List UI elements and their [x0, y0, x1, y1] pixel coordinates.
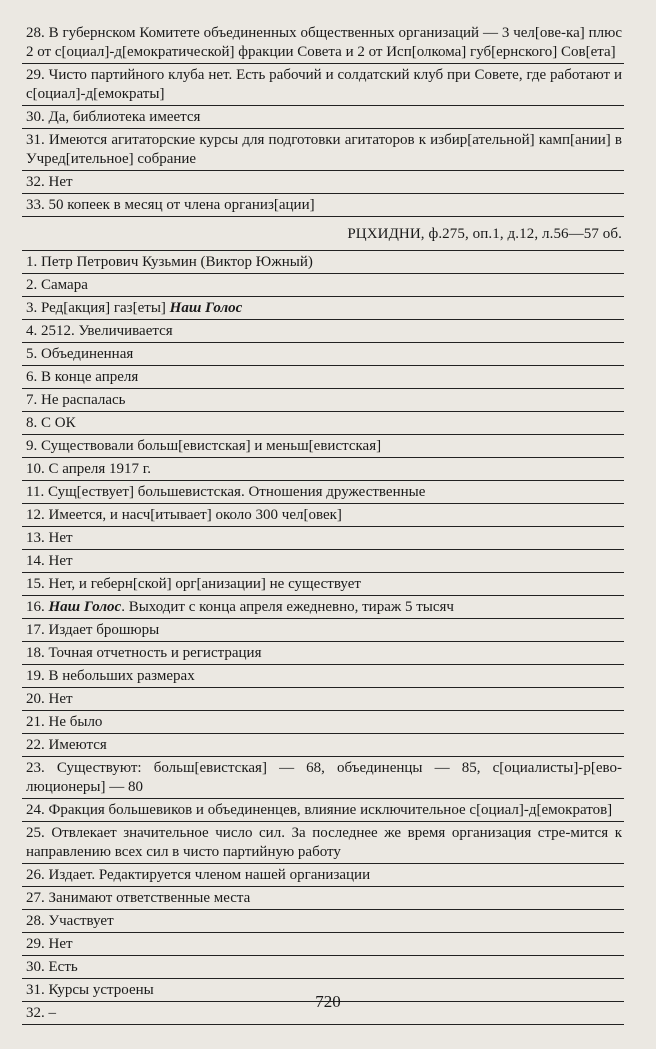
answer-row: 26. Издает. Редактируется членом нашей организации — [22, 864, 624, 887]
answer-row: 20. Нет — [22, 688, 624, 711]
newspaper-title: Наш Голос — [48, 599, 122, 615]
answer-row: 10. С апреля 1917 г. — [22, 458, 624, 481]
answer-row: 32. – — [22, 1002, 624, 1025]
answers-section-b — [22, 250, 624, 1025]
answer-row: 9. Существовали больш[евистская] и меньш[евистская] — [22, 435, 624, 458]
answer-row: 19. В небольших размерах — [22, 665, 624, 688]
answer-row: 29. Чисто партийного клуба нет. Есть рабочий и солдатский клуб при Совете, где работают и с[оциал]-д[емократы] — [22, 64, 624, 106]
answer-row: 7. Не распалась — [22, 389, 624, 412]
answer-row: 15. Нет, и геберн[ской] орг[анизации] не существует — [22, 573, 624, 596]
answer-row: 21. Не было — [22, 711, 624, 734]
answer-row: 28. В губернском Комитете объединенных общественных организаций — 3 чел[ове-ка] плюс 2 от с[оциал]-д[емократической] фракции Совета и 2 от Исп[олкома] губ[ернского] Сов[ета] — [22, 22, 624, 64]
answer-row: 31. Курсы устроены — [22, 979, 624, 1002]
answer-row: 1. Петр Петрович Кузьмин (Виктор Южный) — [22, 251, 624, 274]
answer-row: 32. Нет — [22, 171, 624, 194]
page-content — [22, 22, 624, 1025]
answer-row: 2. Самара — [22, 274, 624, 297]
answer-row: 4. 2512. Увеличивается — [22, 320, 624, 343]
answer-row: 33. 50 копеек в месяц от члена организ[ации] — [22, 194, 624, 217]
answer-row: 24. Фракция большевиков и объединенцев, влияние исключительное с[оциал]-д[емократов] — [22, 799, 624, 822]
answer-row: 28. Участвует — [22, 910, 624, 933]
answer-row: 14. Нет — [22, 550, 624, 573]
answer-row: 22. Имеются — [22, 734, 624, 757]
answer-row: 17. Издает брошюры — [22, 619, 624, 642]
answer-row: 29. Нет — [22, 933, 624, 956]
answer-row: 16. Наш Голос. Выходит с конца апреля ежедневно, тираж 5 тысяч — [22, 596, 624, 619]
answer-row: 31. Имеются агитаторские курсы для подготовки агитаторов к избир[ательной] камп[ании] в Учред[ительное] собрание — [22, 129, 624, 171]
answer-row: 11. Сущ[ествует] большевистская. Отношения дружественные — [22, 481, 624, 504]
answer-row: 3. Ред[акция] газ[еты] Наш Голос — [22, 297, 624, 320]
answer-row: 23. Существуют: больш[евистская] — 68, объединенцы — 85, с[оциалисты]-р[ево-люционеры] — 80 — [22, 757, 624, 799]
answer-row: 30. Есть — [22, 956, 624, 979]
answer-row: 27. Занимают ответственные места — [22, 887, 624, 910]
archive-source-reference: РЦХИДНИ, ф.275, оп.1, д.12, л.56—57 об. — [347, 226, 622, 242]
answers-section-a — [22, 22, 624, 217]
newspaper-title: Наш Голос — [169, 300, 243, 316]
answer-row: 18. Точная отчетность и регистрация — [22, 642, 624, 665]
answer-row: 6. В конце апреля — [22, 366, 624, 389]
answer-row: 30. Да, библиотека имеется — [22, 106, 624, 129]
page-number: 720 — [315, 992, 341, 1011]
answer-row: 12. Имеется, и насч[итывает] около 300 чел[овек] — [22, 504, 624, 527]
answer-row: 8. С ОК — [22, 412, 624, 435]
answer-row: 5. Объединенная — [22, 343, 624, 366]
answer-row: 25. Отвлекает значительное число сил. За последнее же время организация стре-мится к направлению всех сил в чисто партийную работу — [22, 822, 624, 864]
answer-row: 13. Нет — [22, 527, 624, 550]
